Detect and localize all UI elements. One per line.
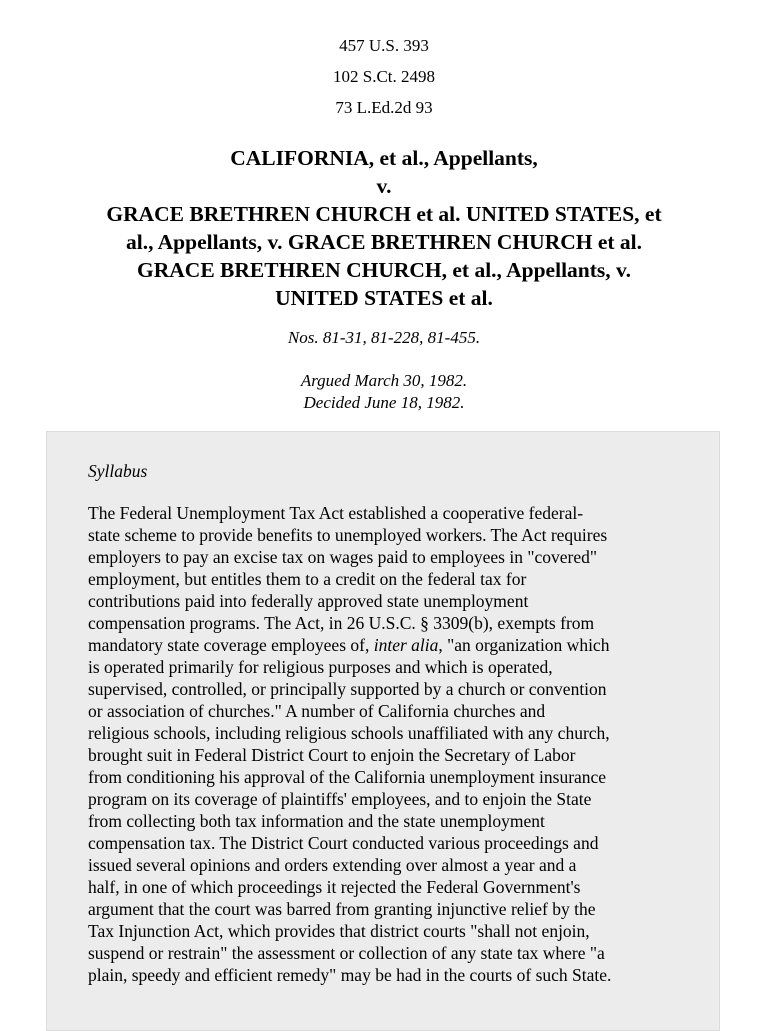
- title-line: UNITED STATES et al.: [275, 286, 493, 310]
- syllabus-heading: Syllabus: [88, 461, 148, 481]
- title-line: al., Appellants, v. GRACE BRETHREN CHURCH et al.: [125, 230, 643, 254]
- syllabus-line: is operated primarily for religious purposes and which is operated,: [88, 657, 553, 677]
- syllabus-line: suspend or restrain" the assessment or collection of any state tax where "a: [88, 943, 605, 963]
- syllabus-line: or association of churches." A number of California churches and: [88, 701, 546, 721]
- syllabus-line: religious schools, including religious schools unaffiliated with any church,: [88, 723, 610, 743]
- syllabus-text: [88, 502, 692, 986]
- citation-sct: 102 S.Ct. 2498: [332, 67, 436, 86]
- syllabus-line: The Federal Unemployment Tax Act established a cooperative federal-: [88, 503, 584, 523]
- syllabus-line: issued several opinions and orders extending over almost a year and a: [88, 855, 577, 875]
- citations: [0, 34, 768, 127]
- case-title: [40, 144, 728, 312]
- syllabus-line: supervised, controlled, or principally supported by a church or convention: [88, 679, 607, 699]
- argued-date: Argued March 30, 1982.: [300, 371, 468, 390]
- syllabus-line: argument that the court was barred from granting injunctive relief by the: [88, 899, 596, 919]
- title-line: CALIFORNIA, et al., Appellants,: [230, 146, 538, 170]
- citation-us: 457 U.S. 393: [339, 36, 429, 55]
- syllabus-line: contributions paid into federally approved state unemployment: [88, 591, 529, 611]
- case-dates: [0, 370, 768, 414]
- syllabus-line: plain, speedy and efficient remedy" may be had in the courts of such State.: [88, 965, 612, 985]
- decided-date: Decided June 18, 1982.: [303, 393, 465, 412]
- syllabus-line: compensation tax. The District Court conducted various proceedings and: [88, 833, 599, 853]
- title-line: v.: [376, 174, 392, 198]
- title-line: GRACE BRETHREN CHURCH et al. UNITED STATES, et: [106, 202, 662, 226]
- syllabus-line: brought suit in Federal District Court to enjoin the Secretary of Labor: [88, 745, 576, 765]
- syllabus-line: compensation programs. The Act, in 26 U.S.C. § 3309(b), exempts from: [88, 613, 595, 633]
- title-line: GRACE BRETHREN CHURCH, et al., Appellants, v.: [137, 258, 631, 282]
- docket-numbers: Nos. 81-31, 81-228, 81-455.: [287, 328, 481, 347]
- syllabus-line: half, in one of which proceedings it rejected the Federal Government's: [88, 877, 581, 897]
- citation-led: 73 L.Ed.2d 93: [335, 98, 433, 117]
- syllabus-line: state scheme to provide benefits to unemployed workers. The Act requires: [88, 525, 608, 545]
- syllabus-line: employment, but entitles them to a credit on the federal tax for: [88, 569, 527, 589]
- syllabus-line: from conditioning his approval of the California unemployment insurance: [88, 767, 607, 787]
- syllabus-line: Tax Injunction Act, which provides that district courts "shall not enjoin,: [88, 921, 590, 941]
- syllabus-line: from collecting both tax information and the state unemployment: [88, 811, 545, 831]
- syllabus-line: program on its coverage of plaintiffs' employees, and to enjoin the State: [88, 789, 592, 809]
- italic-term: inter alia: [373, 635, 439, 655]
- syllabus-line: employers to pay an excise tax on wages paid to employees in "covered": [88, 547, 597, 567]
- syllabus-line: mandatory state coverage employees of, inter alia, "an organization which: [88, 635, 610, 655]
